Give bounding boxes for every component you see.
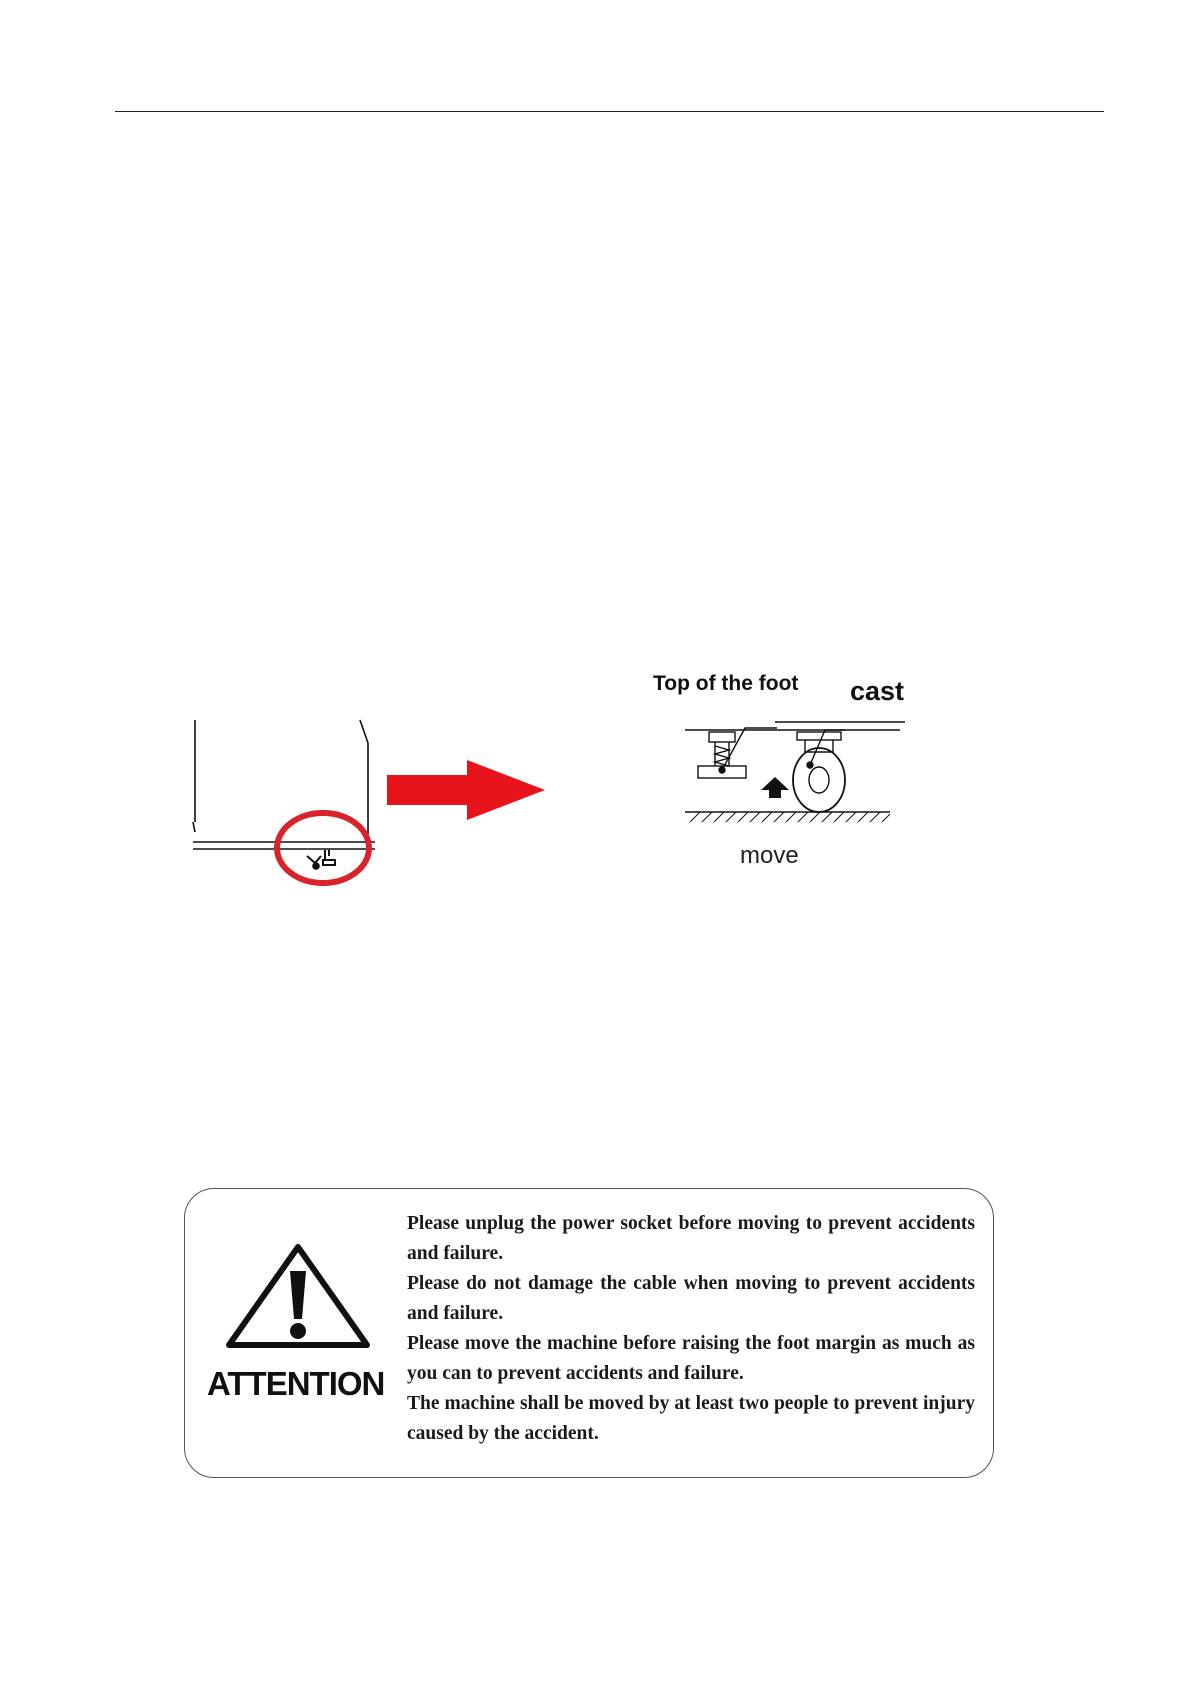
up-arrow-icon	[761, 777, 789, 798]
attention-text	[407, 1209, 975, 1449]
attention-box	[184, 1188, 994, 1478]
warning-triangle-icon	[223, 1241, 373, 1351]
attention-paragraph: Please move the machine before raising the foot margin as much as you can to prevent accidents and failure.	[407, 1333, 975, 1384]
attention-heading: ATTENTION	[207, 1365, 385, 1402]
move-label: move	[740, 842, 799, 869]
header-rule	[115, 111, 1104, 112]
right-arrow-icon	[387, 760, 545, 820]
moving-figure-drawing	[185, 660, 925, 905]
attention-paragraph: Please do not damage the cable when moving to prevent accidents and failure.	[407, 1273, 975, 1324]
attention-paragraph: The machine shall be moved by at least two people to prevent injury caused by the accident.	[407, 1393, 975, 1444]
cast-label: cast	[850, 676, 905, 706]
attention-paragraph: Please unplug the power socket before moving to prevent accidents and failure.	[407, 1213, 975, 1264]
moving-figure	[185, 660, 925, 905]
highlight-circle	[277, 813, 369, 883]
machine-base-outline	[193, 720, 375, 869]
top-of-foot-label: Top of the foot	[653, 672, 799, 695]
foot-and-caster-diagram	[685, 722, 905, 822]
